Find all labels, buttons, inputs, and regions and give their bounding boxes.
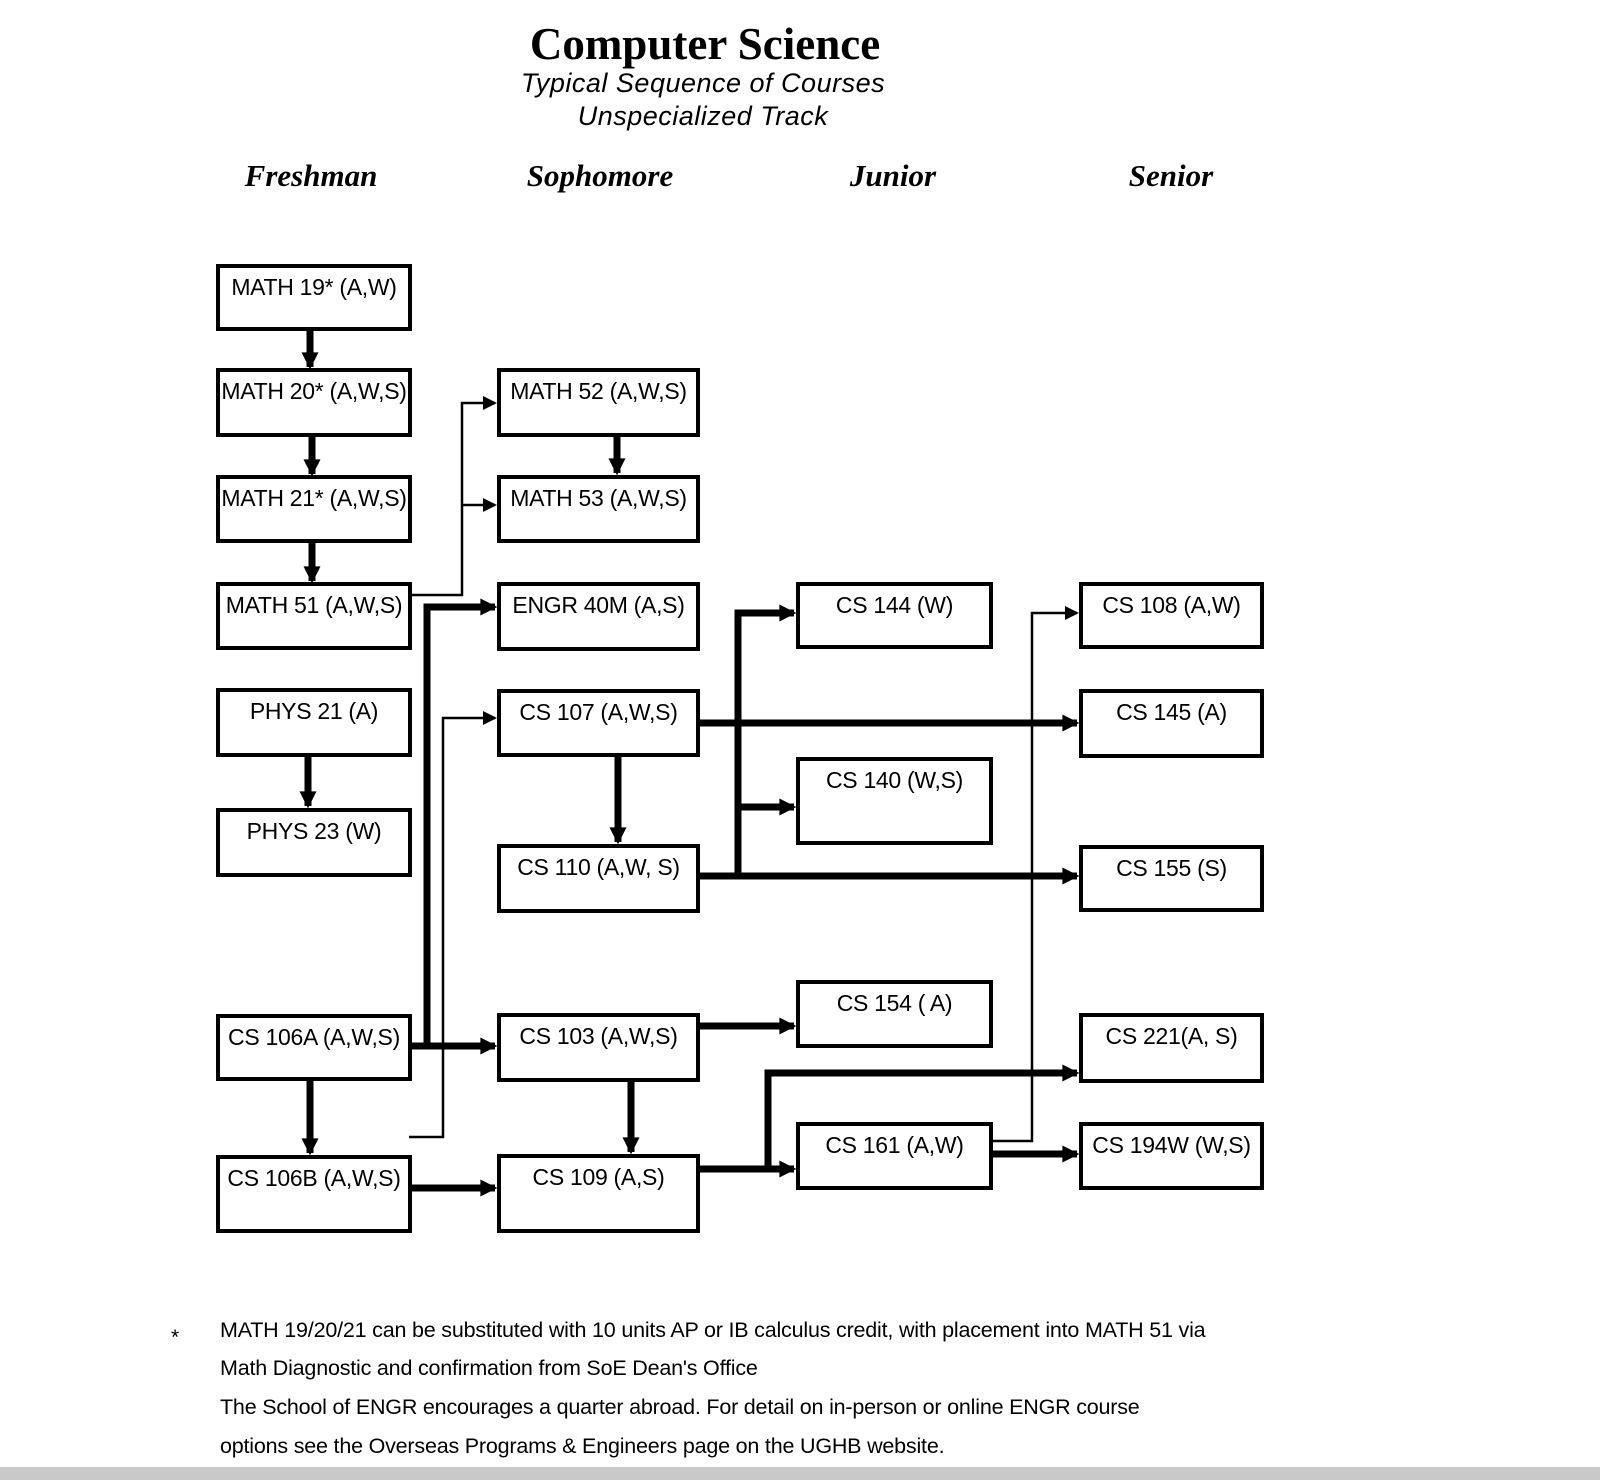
course-box-cs106a (216, 1014, 412, 1081)
course-box-cs155 (1079, 845, 1264, 912)
course-box-label: CS 110 (A,W, S) (517, 854, 680, 880)
course-box-label: CS 107 (A,W,S) (519, 699, 678, 725)
course-box-engr40m (497, 582, 700, 651)
course-box-cs194w (1079, 1122, 1264, 1190)
column-header-senior: Senior (1128, 158, 1214, 193)
page-subtitle-track: Unspecialized Track (577, 101, 829, 131)
course-box-math52 (497, 368, 700, 437)
course-box-cs140 (796, 757, 993, 845)
course-box-math21 (216, 475, 412, 543)
course-box-cs110 (497, 844, 700, 913)
course-box-cs103 (497, 1013, 700, 1082)
course-box-math51 (216, 582, 412, 650)
course-box-label: CS 106B (A,W,S) (227, 1165, 401, 1191)
course-box-label: CS 144 (W) (835, 592, 954, 618)
course-box-cs221 (1079, 1013, 1264, 1083)
course-box-label: PHYS 23 (W) (246, 818, 382, 844)
edge-cs110-to-cs144 (738, 613, 794, 876)
course-box-phys23 (216, 808, 412, 877)
course-box-math20 (216, 368, 412, 437)
footnote-asterisk: * (171, 1326, 180, 1349)
course-box-label: MATH 21* (A,W,S) (221, 485, 407, 511)
course-box-label: CS 145 (A) (1116, 699, 1227, 725)
course-box-cs107 (497, 689, 700, 757)
edge-cs106b-to-cs107 (409, 718, 495, 1137)
course-box-cs109 (497, 1154, 700, 1233)
course-box-math19 (216, 264, 412, 331)
course-box-cs154 (796, 980, 993, 1048)
page-subtitle: Typical Sequence of Courses (520, 68, 886, 98)
course-box-label: MATH 19* (A,W) (231, 274, 397, 300)
course-box-label: MATH 20* (A,W,S) (221, 378, 407, 404)
column-header-sophomore: Sophomore (526, 158, 674, 193)
course-box-cs108 (1079, 582, 1264, 649)
course-box-math53 (497, 475, 700, 543)
course-box-label: CS 161 (A,W) (825, 1132, 964, 1158)
course-box-cs145 (1079, 689, 1264, 758)
footnote-line: The School of ENGR encourages a quarter abroad. For detail on in-person or online ENGR course (220, 1395, 1140, 1419)
course-box-label: CS 106A (A,W,S) (228, 1024, 400, 1050)
course-box-label: CS 109 (A,S) (532, 1164, 665, 1190)
page-title: Computer Science (529, 19, 881, 69)
edge-cs106a-to-engr40m (427, 607, 495, 1046)
course-box-label: PHYS 21 (A) (249, 698, 379, 724)
course-box-label: MATH 51 (A,W,S) (225, 592, 403, 618)
course-box-label: MATH 53 (A,W,S) (510, 485, 687, 511)
footnote-line: MATH 19/20/21 can be substituted with 10 units AP or IB calculus credit, with placement into MATH 51 via (220, 1318, 1206, 1342)
course-box-label: CS 140 (W,S) (826, 767, 963, 793)
course-box-label: ENGR 40M (A,S) (512, 592, 685, 618)
course-box-cs144 (796, 582, 993, 649)
course-box-label: CS 103 (A,W,S) (519, 1023, 678, 1049)
footnote-line: options see the Overseas Programs & Engineers page on the UGHB website. (220, 1434, 945, 1458)
course-box-phys21 (216, 688, 412, 757)
edge-math51-to-math52 (412, 403, 495, 595)
course-box-cs106b (216, 1155, 412, 1233)
course-box-label: CS 221(A, S) (1105, 1023, 1238, 1049)
course-box-label: CS 155 (S) (1116, 855, 1227, 881)
course-box-cs161 (796, 1122, 993, 1190)
course-box-label: CS 194W (W,S) (1092, 1132, 1251, 1158)
course-box-label: CS 108 (A,W) (1102, 592, 1241, 618)
course-box-label: CS 154 ( A) (836, 990, 953, 1016)
column-header-freshman: Freshman (244, 158, 378, 193)
column-header-junior: Junior (849, 158, 937, 193)
footnote-line: Math Diagnostic and confirmation from SoE Dean's Office (220, 1356, 758, 1380)
course-box-label: MATH 52 (A,W,S) (510, 378, 687, 404)
bottom-edge-strip (0, 1467, 1600, 1480)
